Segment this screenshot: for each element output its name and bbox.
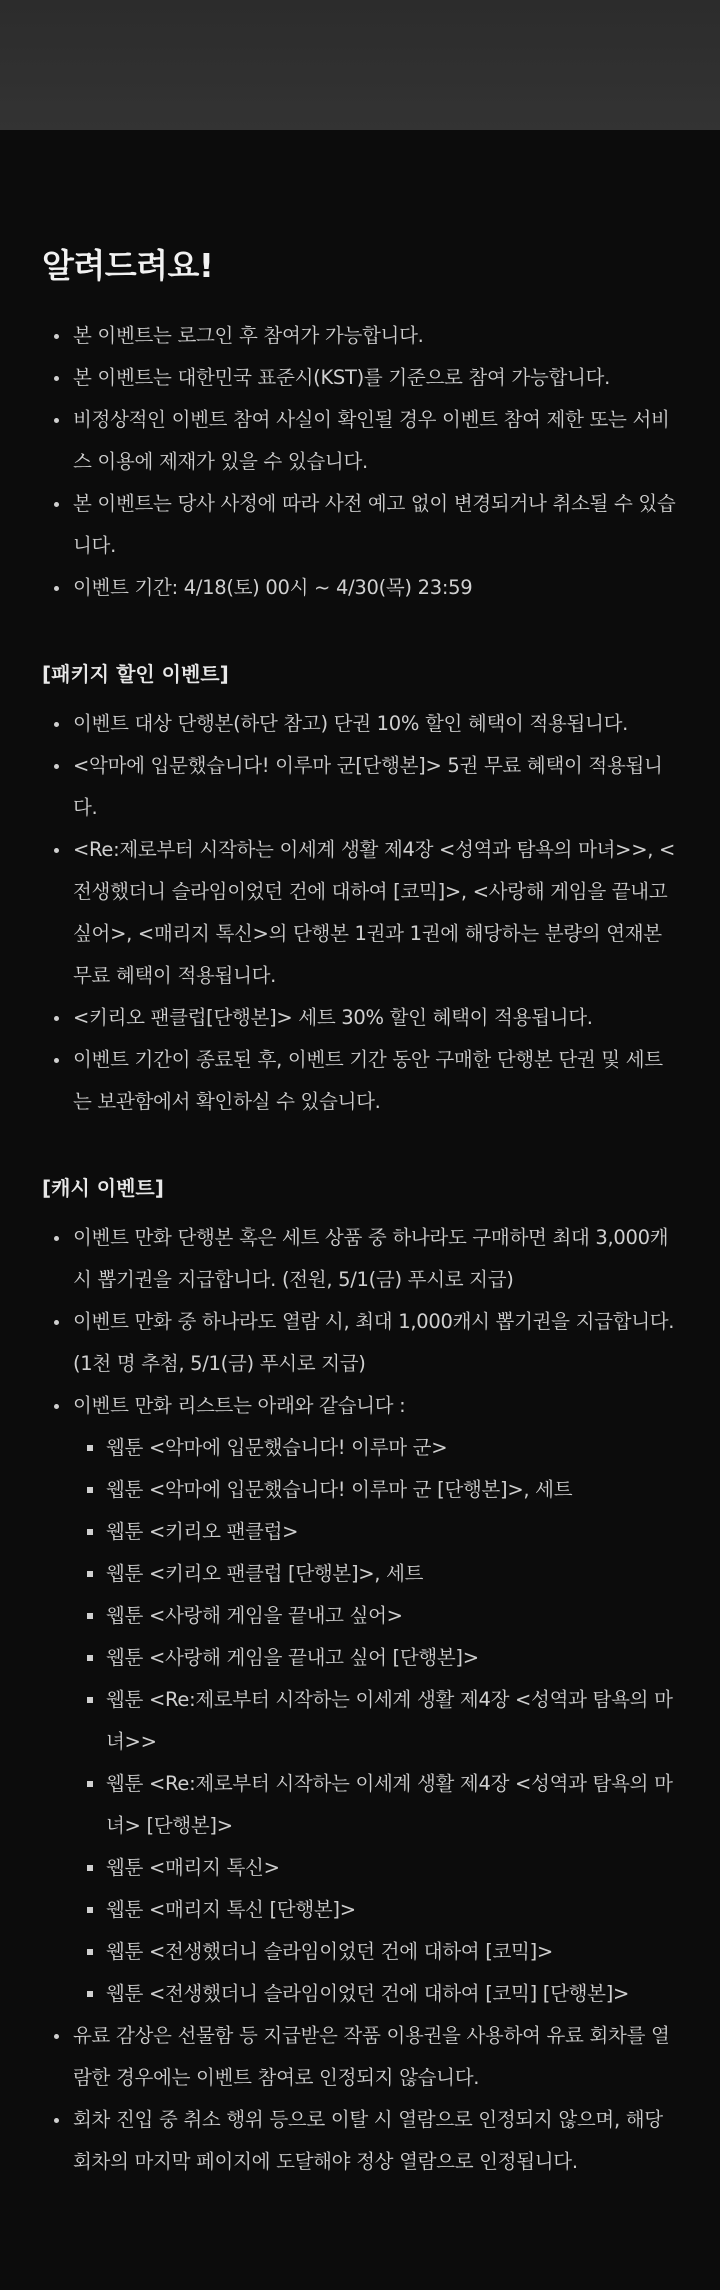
cash-list-intro-text: 이벤트 만화 리스트는 아래와 같습니다 :: [73, 1394, 406, 1417]
event-title-item: 웹툰 <매리지 톡신 [단행본]>: [73, 1889, 678, 1931]
package-event-list: [42, 703, 678, 1123]
notice-item-abuse: 비정상적인 이벤트 참여 사실이 확인될 경우 이벤트 참여 제한 또는 서비스 이용에 제재가 있을 수 있습니다.: [42, 399, 678, 483]
cash-event-list: [42, 1217, 678, 2183]
notice-item-login: 본 이벤트는 로그인 후 참여가 가능합니다.: [42, 315, 678, 357]
event-title-item: 웹툰 <Re:제로부터 시작하는 이세계 생활 제4장 <성역과 탐욕의 마녀>>: [73, 1679, 678, 1763]
event-title-item: 웹툰 <키리오 팬클럽>: [73, 1511, 678, 1553]
general-notice-list: [42, 315, 678, 609]
event-title-item: 웹툰 <악마에 입문했습니다! 이루마 군 [단행본]>, 세트: [73, 1469, 678, 1511]
event-title-item: 웹툰 <매리지 톡신>: [73, 1847, 678, 1889]
event-title-item: 웹툰 <전생했더니 슬라임이었던 건에 대하여 [코믹]>: [73, 1931, 678, 1973]
event-title-item: 웹툰 <Re:제로부터 시작하는 이세계 생활 제4장 <성역과 탐욕의 마녀> [단행본]>: [73, 1763, 678, 1847]
cash-event-heading: [캐시 이벤트]: [42, 1176, 164, 1200]
top-banner: [0, 0, 720, 130]
event-title-item: 웹툰 <악마에 입문했습니다! 이루마 군>: [73, 1427, 678, 1469]
event-title-item: 웹툰 <키리오 팬클럽 [단행본]>, 세트: [73, 1553, 678, 1595]
package-item-storage: 이벤트 기간이 종료된 후, 이벤트 기간 동안 구매한 단행본 단권 및 세트는 보관함에서 확인하실 수 있습니다.: [42, 1039, 678, 1123]
cash-item-paid-view: 유료 감상은 선물함 등 지급받은 작품 이용권을 사용하여 유료 회차를 열람한 경우에는 이벤트 참여로 인정되지 않습니다.: [42, 2015, 678, 2099]
cash-item-list-intro: [42, 1385, 678, 2015]
package-item-iruma-free: <악마에 입문했습니다! 이루마 군[단행본]> 5권 무료 혜택이 적용됩니다.: [42, 745, 678, 829]
notice-item-kst: 본 이벤트는 대한민국 표준시(KST)를 기준으로 참여 가능합니다.: [42, 357, 678, 399]
notice-section: [0, 130, 720, 2183]
package-item-kirio-set: <키리오 팬클럽[단행본]> 세트 30% 할인 혜택이 적용됩니다.: [42, 997, 678, 1039]
notice-item-period: 이벤트 기간: 4/18(토) 00시 ~ 4/30(목) 23:59: [42, 567, 678, 609]
notice-title: 알려드려요!: [42, 246, 214, 285]
event-title-item: 웹툰 <전생했더니 슬라임이었던 건에 대하여 [코믹] [단행본]>: [73, 1973, 678, 2015]
cash-item-purchase: 이벤트 만화 단행본 혹은 세트 상품 중 하나라도 구매하면 최대 3,000캐시 뽑기권을 지급합니다. (전원, 5/1(금) 푸시로 지급): [42, 1217, 678, 1301]
package-event-heading: [패키지 할인 이벤트]: [42, 662, 229, 686]
cash-item-read: 이벤트 만화 중 하나라도 열람 시, 최대 1,000캐시 뽑기권을 지급합니다. (1천 명 추첨, 5/1(금) 푸시로 지급): [42, 1301, 678, 1385]
package-item-discount: 이벤트 대상 단행본(하단 참고) 단권 10% 할인 혜택이 적용됩니다.: [42, 703, 678, 745]
event-title-item: 웹툰 <사랑해 게임을 끝내고 싶어>: [73, 1595, 678, 1637]
event-title-list: [73, 1427, 678, 2015]
event-title-item: 웹툰 <사랑해 게임을 끝내고 싶어 [단행본]>: [73, 1637, 678, 1679]
notice-item-change: 본 이벤트는 당사 사정에 따라 사전 예고 없이 변경되거나 취소될 수 있습니다.: [42, 483, 678, 567]
cash-item-exit: 회차 진입 중 취소 행위 등으로 이탈 시 열람으로 인정되지 않으며, 해당 회차의 마지막 페이지에 도달해야 정상 열람으로 인정됩니다.: [42, 2099, 678, 2183]
package-item-free-volumes: <Re:제로부터 시작하는 이세계 생활 제4장 <성역과 탐욕의 마녀>>, <전생했더니 슬라임이었던 건에 대하여 [코믹]>, <사랑해 게임을 끝내고 싶어>, <매리지 톡신>의 단행본 1권과 1권에 해당하는 분량의 연재본 무료 혜택이 적용됩니다.: [42, 829, 678, 997]
